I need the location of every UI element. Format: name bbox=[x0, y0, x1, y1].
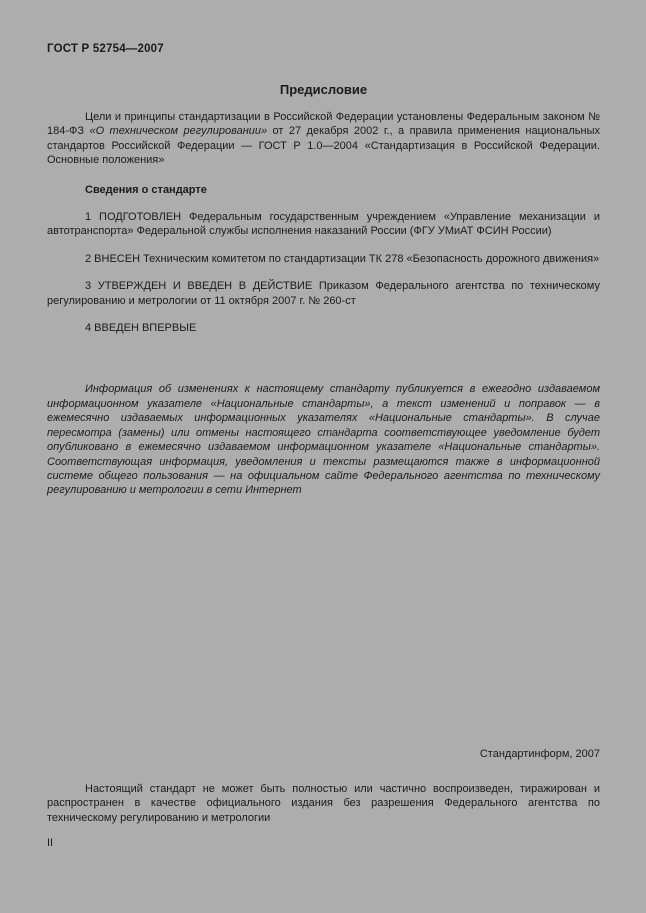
law-title-text: «О техническом регулировании» bbox=[89, 125, 268, 138]
standard-item-first-edition: 4 ВВЕДЕН ВПЕРВЫЕ bbox=[85, 322, 197, 335]
page-title: Предисловие bbox=[279, 82, 368, 97]
page-number: II bbox=[47, 837, 54, 849]
publisher-line: Стандартинформ, 2007 bbox=[479, 748, 600, 760]
amendments-notice: Информация об изменениях к настоящему стандарту публикуется в ежегодно издаваемом информационном указателе «Национальные стандарты», а текст изменений и поправок — в ежемесячно издаваемых информационных указателях «Национальные стандарты». В случае пересмотра (замены) или отмены настоящего стандарта соответствующее уведомление будет опубликовано в ежемесячно издаваемом информационном указателе «Национальные стандарты». Соответствующая информация, уведомления и тексты размещаются также в информационной системе общего пользования — на официальном сайте Федерального агентства по техническому регулированию и метрологии в сети Интернет bbox=[47, 383, 600, 497]
document-code: ГОСТ Р 52754—2007 bbox=[47, 43, 164, 55]
intro-text-after-law: от 27 декабря 2002 г., а правила применения национальных стандартов Российской Федерации — ГОСТ Р 1.0—2004 «Стандартизация в Российской Федерации. Основные положения» bbox=[47, 125, 600, 167]
standard-item-submitted: 2 ВНЕСЕН Техническим комитетом по стандартизации ТК 278 «Безопасность дорожного движения» bbox=[85, 252, 600, 265]
copyright-notice: Настоящий стандарт не может быть полностью или частично воспроизведен, тиражирован и распространен в качестве официального издания без разрешения Федерального агентства по техническому регулированию и метрологии bbox=[47, 783, 600, 824]
standard-item-prepared: 1 ПОДГОТОВЛЕН Федеральным государственным учреждением «Управление механизации и автотранспорта» Федеральной службы исполнения наказаний России (ФГУ УМиАТ ФСИН России) bbox=[47, 211, 600, 238]
section-heading-standard-info: Сведения о стандарте bbox=[85, 183, 207, 196]
intro-text-before-law: Цели и принципы стандартизации в Российской Федерации установлены Федеральным законом № 184-ФЗ bbox=[47, 111, 600, 138]
intro-paragraph bbox=[47, 110, 600, 168]
standard-item-approved: 3 УТВЕРЖДЕН И ВВЕДЕН В ДЕЙСТВИЕ Приказом Федерального агентства по техническому регулированию и метрологии от 11 октября 2007 г. № 260-ст bbox=[47, 280, 600, 307]
